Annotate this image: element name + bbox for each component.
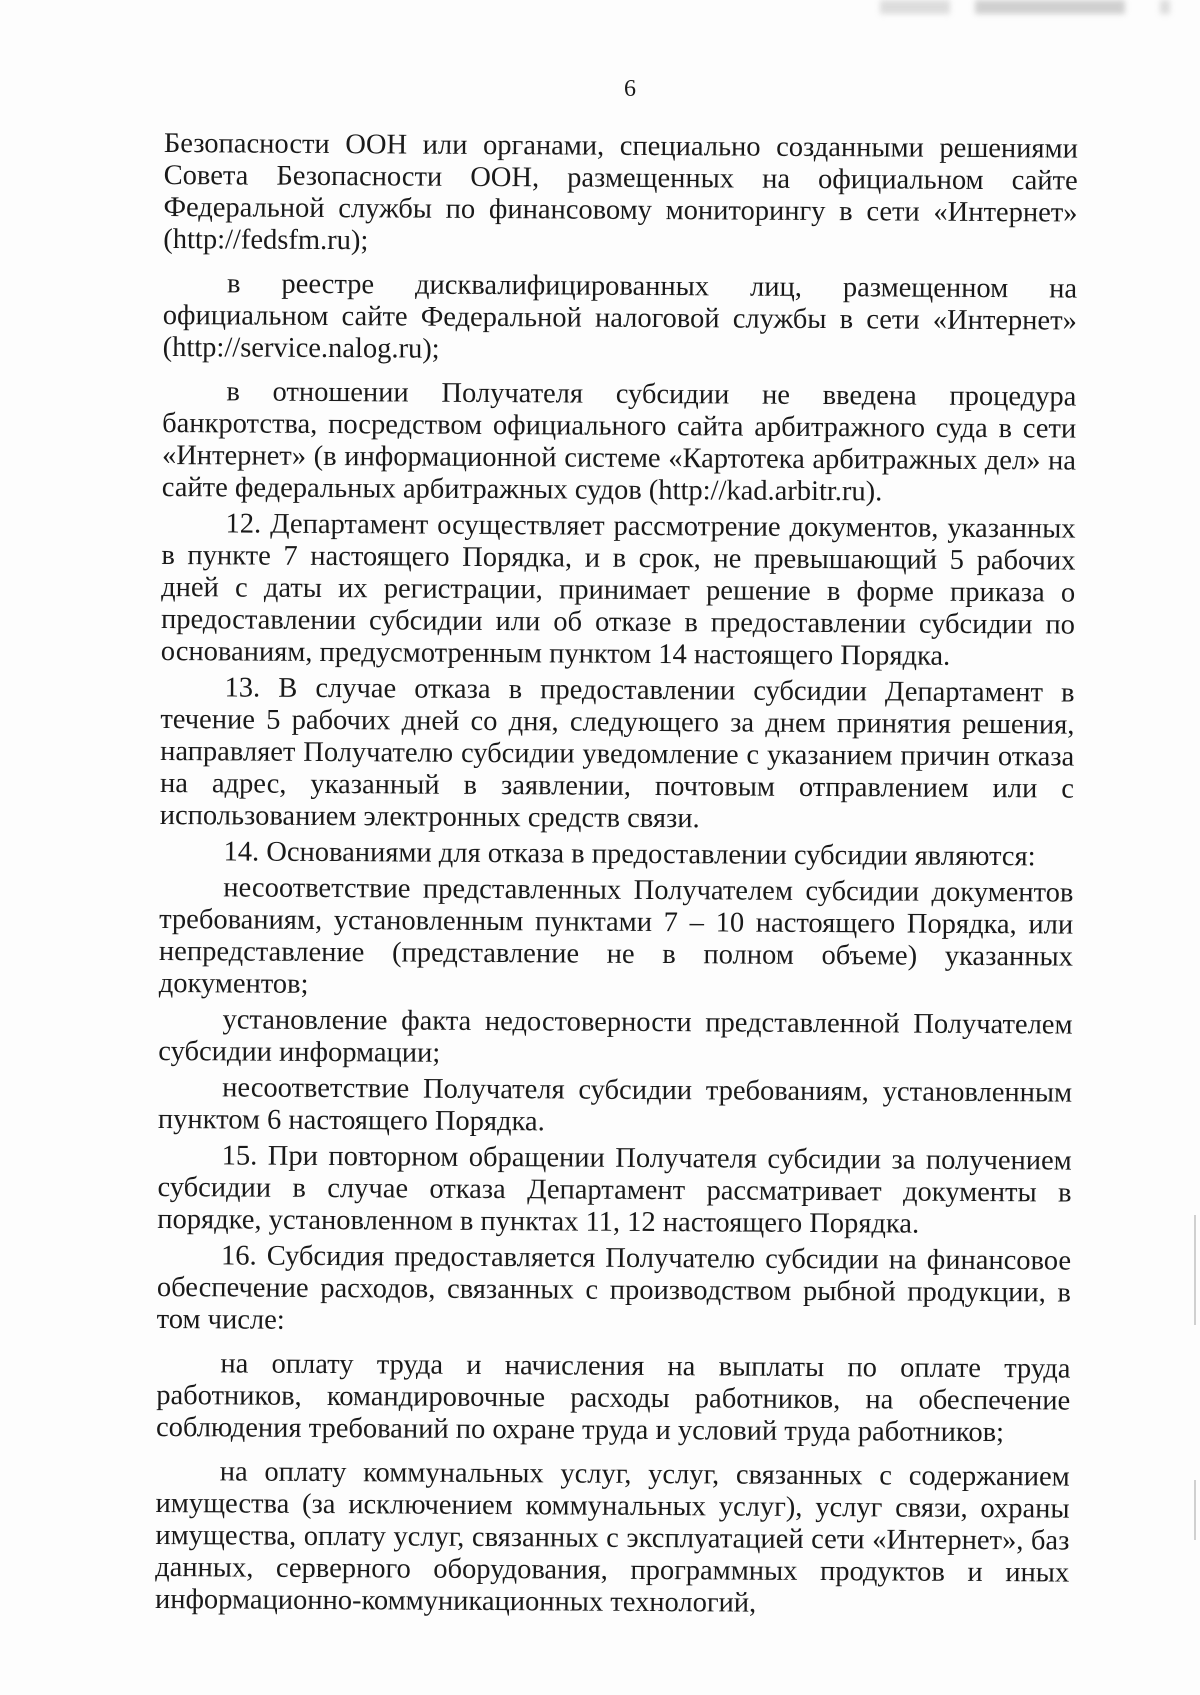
paragraph-refusal-ground-2: установление факта недостоверности представленной Получателем субсидии информации; [158,1004,1073,1069]
scan-edge-line [1194,1480,1196,1540]
scan-artifact [975,0,1125,14]
paragraph-item-12: 12. Департамент осуществляет рассмотрение документов, указанных в пункте 7 настоящего Порядка, и в срок, не превышающий 5 рабочих дней с даты их регистрации, принимает решение в форме приказа о предоставлении субсидии или об отказе в предоставлении субсидии по основаниям, предусмотренным пунктом 14 настоящего Порядка. [160,508,1076,672]
paragraph-disqualified-registry: в реестре дисквалифицированных лиц, размещенном на официальном сайте Федеральной налоговой службы в сети «Интернет» (http://service.nalog.ru); [162,268,1078,365]
paragraph-expense-labor: на оплату труда и начисления на выплаты по оплате труда работников, командировочные расходы работников, на обеспечение соблюдения требований по охране труда и условий труда работников; [155,1348,1071,1449]
document-body [155,128,1078,1626]
scan-artifact [880,0,950,14]
scan-edge-line [1194,1215,1196,1325]
paragraph-continuation: Безопасности ООН или органами, специально созданными решениями Совета Безопасности ООН, размещенных на официальном сайте Федеральной службы по финансовому мониторингу в сети «Интернет» (http://fedsfm.ru); [163,128,1078,257]
paragraph-item-16: 16. Субсидия предоставляется Получателю субсидии на финансовое обеспечение расходов, связанных с производством рыбной продукции, в том числе: [156,1240,1072,1336]
paragraph-expense-utilities: на оплату коммунальных услуг, услуг, связанных с содержанием имущества (за исключением коммунальных услуг), услуг связи, охраны имущества, оплату услуг, связанных с эксплуатацией сети «Интернет», баз данных, серверного оборудования, программных продуктов и иных информационно-коммуникационных технологий, [154,1456,1070,1619]
scan-artifact [1160,0,1170,14]
paragraph-item-13: 13. В случае отказа в предоставлении субсидии Департамент в течение 5 рабочих дней со дня, следующего за днем принятия решения, направляет Получателю субсидии уведомление с указанием причин отказа на адрес, указанный в заявлении, почтовым отправлением или с использованием электронных средств связи. [159,672,1075,835]
paragraph-refusal-ground-3: несоответствие Получателя субсидии требованиям, установленным пунктом 6 настоящего Порядка. [157,1072,1073,1138]
page-number: 6 [624,76,636,102]
paragraph-item-15: 15. При повторном обращении Получателя субсидии за получением субсидии в случае отказа Департамент рассматривает документы в порядке, установленном в пунктах 11, 12 настоящего Порядка. [157,1140,1072,1240]
paragraph-bankruptcy-check: в отношении Получателя субсидии не введена процедура банкротства, посредством официального сайта арбитражного суда в сети «Интернет» (в информационной системе «Картотека арбитражных дел» на сайте федеральных арбитражных судов (http://kad.arbitr.ru). [161,376,1077,508]
paragraph-refusal-ground-1: несоответствие представленных Получателем субсидии документов требованиям, установленным пунктами 7 – 10 настоящего Порядка, или непредставление (представление не в полном объеме) указанных документов; [158,872,1074,1000]
paragraph-item-14: 14. Основаниями для отказа в предоставлении субсидии являются: [223,836,1036,873]
